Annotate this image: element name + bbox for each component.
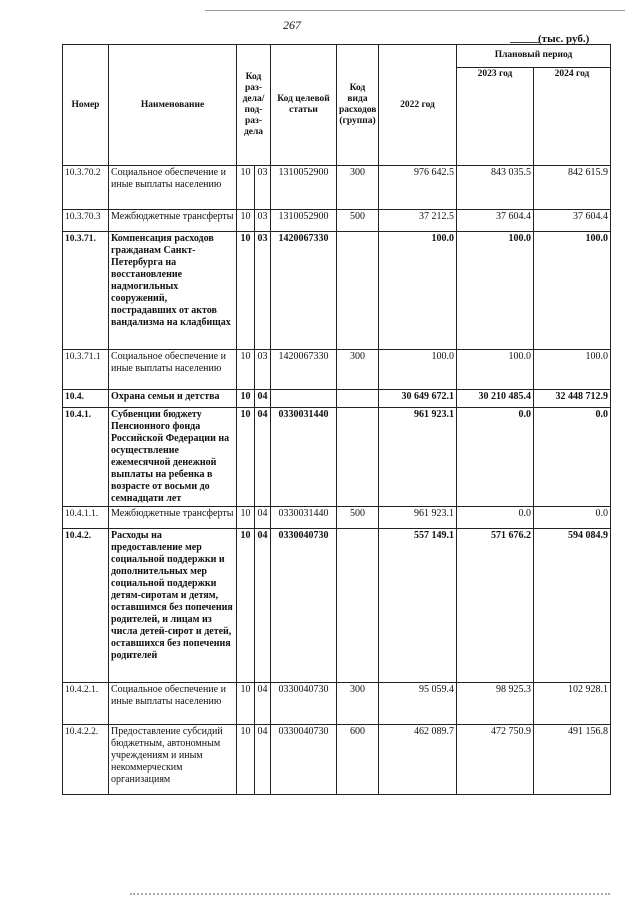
header-planned-period: Плановый период xyxy=(457,45,611,68)
row-section: 10 xyxy=(237,725,255,795)
row-target-code: 0330040730 xyxy=(271,529,337,683)
row-name: Межбюджетные трансферты xyxy=(109,210,237,232)
row-target-code: 0330040730 xyxy=(271,683,337,725)
row-section: 10 xyxy=(237,166,255,210)
row-section: 10 xyxy=(237,210,255,232)
row-name: Социальное обеспечение и иные выплаты населению xyxy=(109,683,237,725)
row-target-code: 1420067330 xyxy=(271,232,337,350)
row-expense-type: 300 xyxy=(337,350,379,390)
table-row xyxy=(63,390,611,408)
row-number: 10.3.71.1 xyxy=(63,350,109,390)
table-row xyxy=(63,210,611,232)
row-subsection: 04 xyxy=(255,725,271,795)
row-number: 10.4.1. xyxy=(63,408,109,507)
row-value-2023: 30 210 485.4 xyxy=(457,390,534,408)
header-year-2024: 2024 год xyxy=(534,67,611,165)
row-subsection: 04 xyxy=(255,408,271,507)
row-name: Компенсация расходов гражданам Санкт-Петербурга на восстановление надмогильных сооружений, пострадавших от актов вандализма на кладбищах xyxy=(109,232,237,350)
row-value-2022: 100.0 xyxy=(379,350,457,390)
page-number: 267 xyxy=(283,18,301,32)
row-subsection: 04 xyxy=(255,507,271,529)
row-value-2023: 472 750.9 xyxy=(457,725,534,795)
row-number: 10.3.70.3 xyxy=(63,210,109,232)
header-target: Код целевой статьи xyxy=(271,45,337,166)
bottom-scan-marks xyxy=(130,893,610,899)
header-name: Наименование xyxy=(109,45,237,166)
table-row xyxy=(63,166,611,210)
table-row xyxy=(63,232,611,350)
row-name: Субвенции бюджету Пенсионного фонда Российской Федерации на осуществление ежемесячной денежной выплаты на ребенка в возрасте от восьми до семнадцати лет xyxy=(109,408,237,507)
row-value-2023: 98 925.3 xyxy=(457,683,534,725)
row-name: Социальное обеспечение и иные выплаты населению xyxy=(109,350,237,390)
row-section: 10 xyxy=(237,408,255,507)
table-body xyxy=(63,166,611,795)
units-rule xyxy=(510,42,540,43)
row-value-2022: 462 089.7 xyxy=(379,725,457,795)
row-value-2023: 37 604.4 xyxy=(457,210,534,232)
row-value-2024: 32 448 712.9 xyxy=(534,390,611,408)
row-expense-type: 300 xyxy=(337,166,379,210)
row-value-2022: 95 059.4 xyxy=(379,683,457,725)
header-section: Код раз-дела/ под-раз-дела xyxy=(237,45,271,166)
row-number: 10.4.2.1. xyxy=(63,683,109,725)
row-number: 10.4. xyxy=(63,390,109,408)
row-section: 10 xyxy=(237,390,255,408)
row-subsection: 03 xyxy=(255,232,271,350)
row-value-2023: 0.0 xyxy=(457,408,534,507)
row-value-2022: 100.0 xyxy=(379,232,457,350)
header-year-2022: 2022 год xyxy=(379,45,457,166)
budget-table xyxy=(62,44,611,795)
units-label: (тыс. руб.) xyxy=(538,33,590,45)
row-value-2024: 100.0 xyxy=(534,350,611,390)
row-number: 10.4.2.2. xyxy=(63,725,109,795)
row-expense-type xyxy=(337,390,379,408)
row-name: Социальное обеспечение и иные выплаты населению xyxy=(109,166,237,210)
row-number: 10.3.71. xyxy=(63,232,109,350)
table-header xyxy=(63,45,611,166)
row-target-code: 1420067330 xyxy=(271,350,337,390)
row-value-2023: 843 035.5 xyxy=(457,166,534,210)
row-section: 10 xyxy=(237,507,255,529)
row-subsection: 04 xyxy=(255,529,271,683)
table-row xyxy=(63,683,611,725)
row-expense-type: 500 xyxy=(337,507,379,529)
row-value-2022: 961 923.1 xyxy=(379,408,457,507)
table-row xyxy=(63,507,611,529)
top-rule xyxy=(205,10,625,11)
row-target-code xyxy=(271,390,337,408)
row-value-2024: 102 928.1 xyxy=(534,683,611,725)
row-expense-type xyxy=(337,232,379,350)
row-expense-type: 500 xyxy=(337,210,379,232)
table-row xyxy=(63,529,611,683)
header-number: Номер xyxy=(63,45,109,166)
row-value-2024: 0.0 xyxy=(534,408,611,507)
row-value-2024: 594 084.9 xyxy=(534,529,611,683)
row-target-code: 0330040730 xyxy=(271,725,337,795)
row-value-2023: 571 676.2 xyxy=(457,529,534,683)
row-value-2024: 0.0 xyxy=(534,507,611,529)
row-name: Межбюджетные трансферты xyxy=(109,507,237,529)
row-target-code: 1310052900 xyxy=(271,166,337,210)
row-value-2022: 976 642.5 xyxy=(379,166,457,210)
row-subsection: 03 xyxy=(255,166,271,210)
row-subsection: 03 xyxy=(255,350,271,390)
row-value-2022: 557 149.1 xyxy=(379,529,457,683)
row-value-2022: 37 212.5 xyxy=(379,210,457,232)
table-row xyxy=(63,408,611,507)
header-year-2023: 2023 год xyxy=(457,67,534,165)
row-target-code: 1310052900 xyxy=(271,210,337,232)
row-name: Охрана семьи и детства xyxy=(109,390,237,408)
table-row xyxy=(63,350,611,390)
row-value-2022: 30 649 672.1 xyxy=(379,390,457,408)
row-expense-type: 300 xyxy=(337,683,379,725)
row-value-2023: 100.0 xyxy=(457,232,534,350)
row-subsection: 04 xyxy=(255,390,271,408)
row-value-2022: 961 923.1 xyxy=(379,507,457,529)
row-value-2024: 37 604.4 xyxy=(534,210,611,232)
row-name: Предоставление субсидий бюджетным, автономным учреждениям и иным некоммерческим организациям xyxy=(109,725,237,795)
row-target-code: 0330031440 xyxy=(271,507,337,529)
row-subsection: 03 xyxy=(255,210,271,232)
row-value-2023: 100.0 xyxy=(457,350,534,390)
row-expense-type xyxy=(337,529,379,683)
row-number: 10.3.70.2 xyxy=(63,166,109,210)
row-number: 10.4.2. xyxy=(63,529,109,683)
row-expense-type xyxy=(337,408,379,507)
row-value-2024: 100.0 xyxy=(534,232,611,350)
row-name: Расходы на предоставление мер социальной поддержки и дополнительных мер социальной поддержки детям-сиротам и детям, оставшимся без попечения родителей, и лицам из числа детей-сирот и детей, оставшихся без попечения родителей xyxy=(109,529,237,683)
header-expense-type: Код вида расходов (группа) xyxy=(337,45,379,166)
row-section: 10 xyxy=(237,529,255,683)
row-target-code: 0330031440 xyxy=(271,408,337,507)
row-number: 10.4.1.1. xyxy=(63,507,109,529)
row-expense-type: 600 xyxy=(337,725,379,795)
row-subsection: 04 xyxy=(255,683,271,725)
row-value-2024: 842 615.9 xyxy=(534,166,611,210)
row-value-2023: 0.0 xyxy=(457,507,534,529)
row-value-2024: 491 156.8 xyxy=(534,725,611,795)
row-section: 10 xyxy=(237,350,255,390)
row-section: 10 xyxy=(237,232,255,350)
table-row xyxy=(63,725,611,795)
row-section: 10 xyxy=(237,683,255,725)
